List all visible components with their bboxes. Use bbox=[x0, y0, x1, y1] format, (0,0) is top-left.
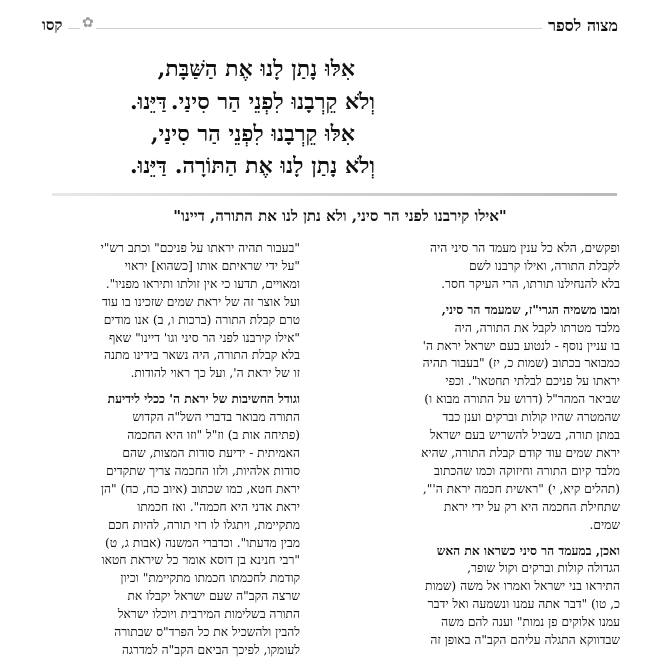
text-line: עמנו אלוקים פן נמות" וענה להם משה bbox=[441, 615, 620, 630]
text-line: שבדווקא התגלה עליהם הקב"ה באופן זה bbox=[430, 633, 620, 648]
text-line: להבין ולהשכיל את כל הפרד"ס שבתורה bbox=[114, 625, 300, 640]
paragraph-gap bbox=[50, 383, 300, 391]
text-line: שביאר המהר"ל (דרוש על התורה מבוא ו) bbox=[424, 392, 620, 407]
text-line: שהמטרה שהיו קולות וברקים וענן כבד bbox=[442, 410, 620, 425]
text-line: "בעבור תהיה יראתו על פניכם" וכתב רש"י bbox=[100, 241, 300, 255]
text-line: מלבד קיום התורה וחיזוקה וכמו שהכתוב bbox=[433, 463, 620, 478]
header-title: מצוה לספר bbox=[542, 16, 624, 36]
verse-line-2: וְלֹא קֵרְבָנוּ לִפְנֵי הַר סִינַי. bbox=[170, 89, 375, 115]
text-line: מבין מדעתו". וכדברי המשנה (אבות ג, ט) bbox=[105, 535, 300, 550]
text-line: שתחילת החכמה היא רק על ידי יראת bbox=[443, 499, 620, 514]
text-line: "על ידי שראיתם אותו [כשהוא] יראוי bbox=[124, 258, 300, 273]
text-line: זו של יראת ה', ועל כך ראוי להודות. bbox=[130, 366, 300, 381]
header-rule bbox=[68, 28, 588, 29]
text-line: התורה מבואר בדברי השל"ה הקדוש bbox=[132, 410, 300, 425]
text-line: כמבואר בכתוב (שמות כ, יז) "בעבור תהיה bbox=[422, 356, 620, 371]
text-line: טרם קבלת התורה (ברכות ו, ב) אנו מודים bbox=[103, 312, 300, 327]
text-line: יראת שמים עוד קודם קבלת התורה, שהיא bbox=[421, 445, 620, 460]
text-line: (פתיחה אות ב) וז"ל "וזו היא החכמה bbox=[127, 428, 300, 443]
verse-line-4: וְלֹא נָתַן לָנוּ אֶת הַתּוֹרָה. bbox=[174, 153, 375, 179]
text-line: לקבלת התורה, ואילו קרבנו לשם bbox=[468, 258, 620, 273]
text-line: וגודל החשיבות של יראת ה' ככלי לידיעת bbox=[107, 392, 300, 407]
text-line: במתן תורה, בשביל להשריש בעם ישראל bbox=[429, 428, 620, 443]
text-line: "אילו קירבנו לפני הר סיני וגו' דיינו" שאף bbox=[108, 330, 300, 345]
text-line: יראתו על פניכם לבלתי תחטאו". וכפי bbox=[445, 374, 620, 389]
paragraph-gap bbox=[330, 294, 620, 302]
text-line: ומאויים, תדעו כי אין זולתו ותיראו מפניו". bbox=[105, 276, 300, 291]
text-line: "רבי חנינא בן דוסא אומר כל שיראת חטאו bbox=[101, 553, 300, 568]
paragraph-gap bbox=[330, 535, 620, 543]
section-divider bbox=[52, 193, 617, 196]
left-column bbox=[50, 240, 300, 660]
text-line: הגדולה קולות וברקים וקול שופר, bbox=[467, 561, 620, 576]
page-number: קסו bbox=[38, 16, 66, 35]
text-line: סודות אלהיות, ולזו החכמה צריך שתקדים bbox=[105, 463, 300, 478]
right-column bbox=[330, 240, 620, 650]
text-line: בו עניין נוסף - לנטוע בעם ישראל יראת ה' bbox=[422, 338, 620, 353]
text-line: מתקיימת, ויתגלו לו רזי תורה, להיות חכם bbox=[108, 517, 300, 532]
verse-line-1: אִלּוּ נָתַן לָנוּ אֶת הַשַּׁבָּת, bbox=[157, 56, 355, 82]
verse-line-3: אִלּוּ קֵרְבָנוּ לִפְנֵי הַר סִינַי, bbox=[150, 121, 355, 147]
text-line: קודמת לחכמתו חכמתו מתקיימת" וכיון bbox=[120, 571, 300, 586]
text-line: בלא להנחילנו תורתו, הרי העיקר חסר. bbox=[441, 276, 620, 291]
running-header bbox=[38, 12, 634, 40]
text-line: מלבד מטרתו לקבל את התורה, היה bbox=[454, 320, 620, 335]
text-line: לעומקו, לפיכך הביאם הקב"ה למדרגה bbox=[121, 642, 300, 657]
text-line: התורה בשלימות המירבית ויוכלו ישראל bbox=[117, 607, 300, 622]
text-line: (תהלים קיא, י) "ראשית חכמה יראת ה'", bbox=[422, 481, 620, 496]
text-line: יראת חטא, כמו שכתוב (איוב כח, כח) "הן bbox=[100, 481, 300, 496]
text-line: ועל אוצר זה של יראת שמים שזכינו בו עוד bbox=[102, 294, 300, 309]
text-line: ואכן, במעמד הר סיני כשראו את האש bbox=[436, 543, 620, 558]
text-line: כ, טו) "דבר אתה עמנו ונשמעה ואל ידבר bbox=[427, 597, 620, 612]
text-line: ומבו משמיה הגרי"ז, שמעמד הר סיני, bbox=[441, 302, 620, 317]
text-line: שמים. bbox=[589, 517, 620, 532]
text-line: התיראו בני ישראל ואמרו אל משה (שמות bbox=[425, 579, 620, 594]
text-line: יראת אדני היא חכמה". ואז חכמתו bbox=[137, 499, 300, 514]
commentary-heading: "אילו קירבנו לפני הר סיני, ולא נתן לנו את התורה, דיינו" bbox=[173, 207, 507, 225]
dayenu-2: דַּיֵּנוּ. bbox=[130, 153, 167, 179]
dayenu-1: דַּיֵּנוּ. bbox=[130, 89, 167, 115]
flower-ornament-icon: ✿ bbox=[82, 15, 94, 31]
text-line: האמיתית - ידיעת סודות המצות, שהם bbox=[122, 445, 300, 460]
text-line: בלא קבלת התורה, היה נשאר בידינו מתנה bbox=[103, 348, 300, 363]
text-line: שרצה הקב"ה שעם ישראל יקבלו את bbox=[127, 589, 300, 604]
text-line: ופקשים, הלא כל ענין מעמד הר סיני היה bbox=[429, 241, 620, 255]
